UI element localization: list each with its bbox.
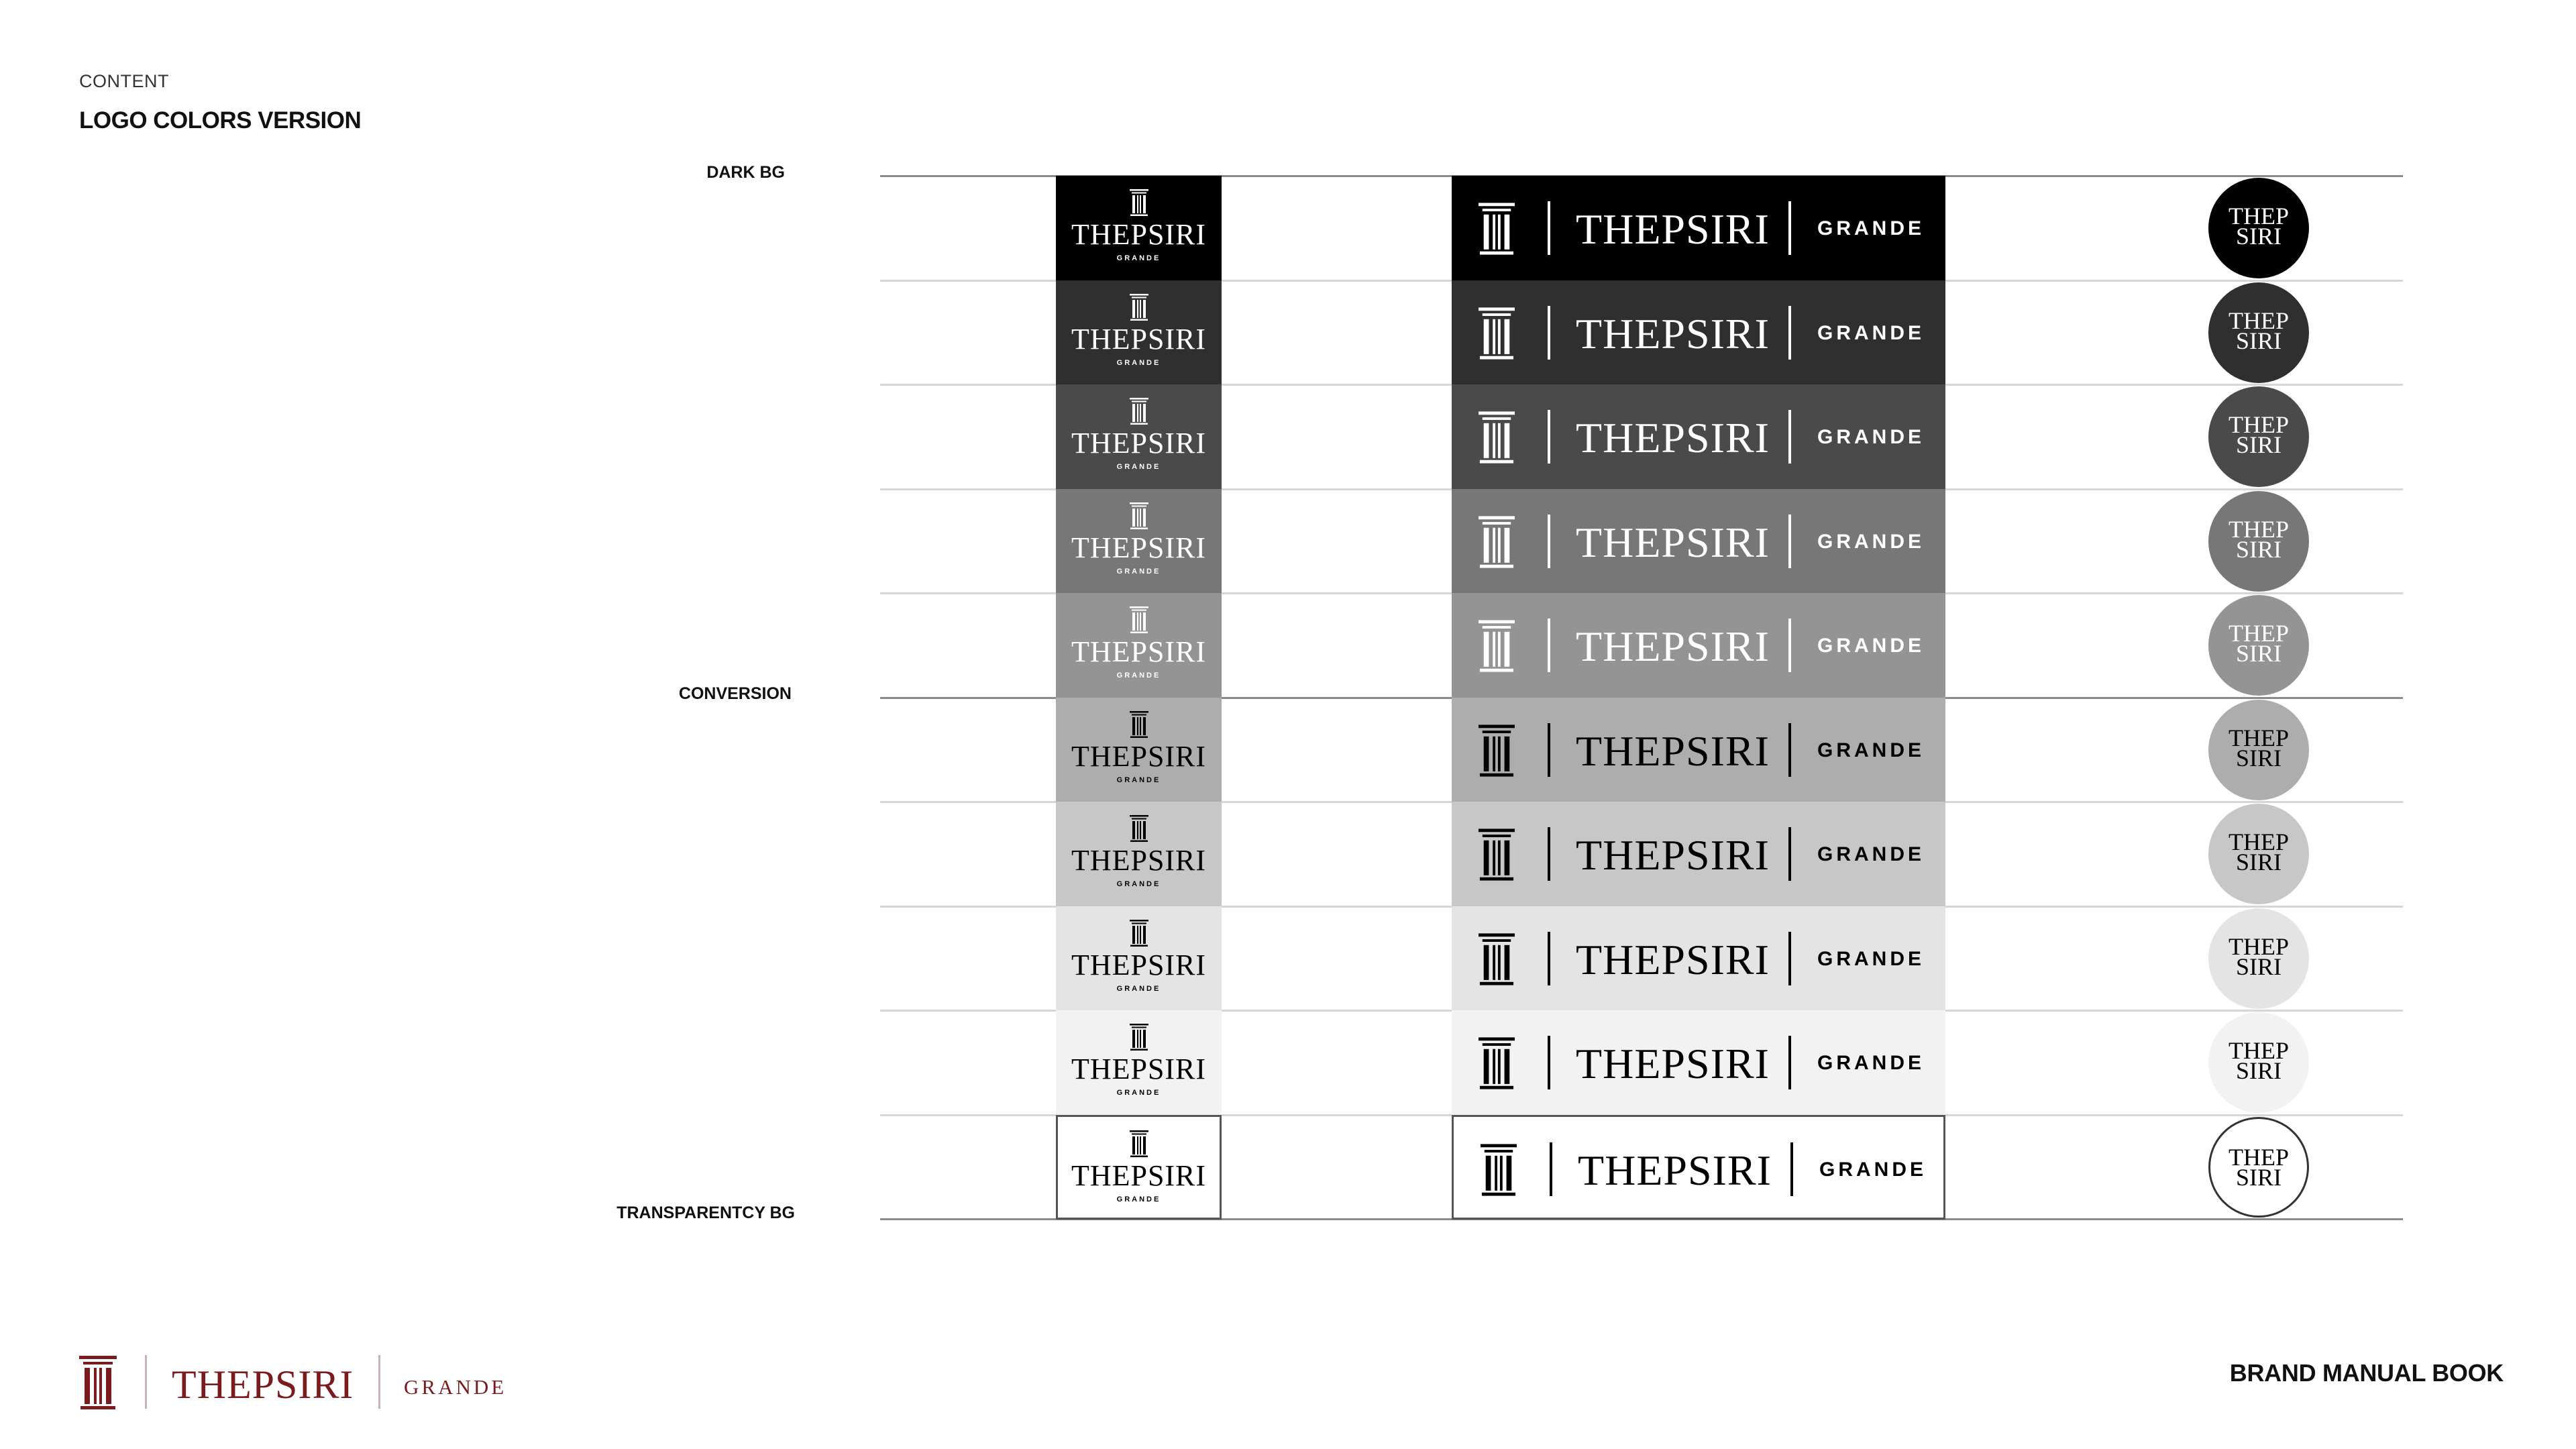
temple-icon	[1128, 815, 1150, 842]
temple-icon	[79, 1356, 117, 1409]
temple-icon	[1128, 1130, 1150, 1157]
brand-manual-title: BRAND MANUAL BOOK	[2229, 1359, 2504, 1387]
logo-divider	[1788, 410, 1791, 464]
logo-sub: GRANDE	[1817, 322, 1925, 344]
temple-icon	[1479, 203, 1515, 255]
logo-divider	[1550, 1142, 1552, 1196]
logo-circle	[2208, 595, 2309, 696]
temple-icon	[1479, 724, 1515, 777]
logo-circle	[2208, 178, 2309, 278]
logo-sub: GRANDE	[1116, 880, 1161, 888]
logo-circle	[2208, 1117, 2309, 1218]
footer-sub: GRANDE	[404, 1375, 507, 1399]
temple-icon	[1128, 502, 1150, 529]
logo-wordmark: THEPSIRI	[1576, 831, 1770, 879]
temple-icon	[1481, 1144, 1517, 1196]
logo-circle-line2: SIRI	[2235, 745, 2282, 771]
logo-circle	[2208, 282, 2309, 383]
logo-wordmark: THEPSIRI	[1071, 740, 1207, 773]
temple-icon	[1128, 398, 1150, 425]
logo-horizontal	[1452, 280, 1945, 385]
logo-wordmark: THEPSIRI	[1576, 310, 1770, 358]
footer-logo	[79, 1348, 535, 1415]
logo-horizontal	[1452, 906, 1945, 1011]
logo-divider	[1548, 1036, 1550, 1089]
logo-divider	[1788, 201, 1791, 255]
logo-horizontal	[1452, 1115, 1945, 1220]
logo-vertical	[1056, 802, 1222, 906]
logo-wordmark: THEPSIRI	[1071, 531, 1207, 564]
temple-icon	[1128, 189, 1150, 216]
logo-divider	[1790, 1142, 1793, 1196]
logo-horizontal	[1452, 384, 1945, 489]
temple-icon	[1479, 411, 1515, 464]
temple-icon	[1479, 620, 1515, 672]
footer-wordmark: THEPSIRI	[172, 1362, 354, 1407]
logo-vertical	[1056, 1010, 1222, 1115]
logo-vertical	[1056, 906, 1222, 1011]
logo-wordmark: THEPSIRI	[1576, 205, 1770, 253]
logo-wordmark: THEPSIRI	[1071, 323, 1207, 356]
section-label: CONTENT	[79, 71, 169, 91]
logo-circle-line2: SIRI	[2235, 640, 2282, 667]
temple-icon	[1128, 711, 1150, 738]
logo-wordmark: THEPSIRI	[1071, 427, 1207, 460]
footer-divider	[378, 1355, 380, 1409]
logo-sub: GRANDE	[1817, 426, 1925, 448]
logo-wordmark: THEPSIRI	[1576, 727, 1770, 775]
logo-wordmark: THEPSIRI	[1071, 218, 1207, 251]
row-label-conversion: CONVERSION	[678, 684, 792, 703]
logo-wordmark: THEPSIRI	[1576, 414, 1770, 462]
logo-sub: GRANDE	[1817, 948, 1925, 970]
logo-divider	[1548, 932, 1550, 985]
logo-wordmark: THEPSIRI	[1071, 1053, 1207, 1085]
logo-circle-line1: THEP	[2229, 516, 2289, 543]
logo-circle-line1: THEP	[2229, 828, 2289, 855]
logo-divider	[1548, 723, 1550, 777]
logo-sub: GRANDE	[1116, 776, 1161, 784]
temple-icon	[1479, 1037, 1515, 1089]
logo-circle-line2: SIRI	[2235, 1057, 2282, 1084]
logo-wordmark: THEPSIRI	[1071, 949, 1207, 981]
logo-divider	[1548, 306, 1550, 360]
logo-wordmark: THEPSIRI	[1071, 1159, 1207, 1192]
logo-wordmark: THEPSIRI	[1071, 844, 1207, 877]
logo-sub: GRANDE	[1817, 531, 1925, 553]
logo-circle-line1: THEP	[2229, 203, 2289, 229]
logo-circle-line2: SIRI	[2235, 849, 2282, 875]
logo-wordmark: THEPSIRI	[1576, 936, 1770, 983]
logo-sub: GRANDE	[1817, 843, 1925, 865]
page-title: LOGO COLORS VERSION	[79, 107, 362, 133]
logo-circle	[2208, 1012, 2309, 1113]
logo-wordmark: THEPSIRI	[1576, 519, 1770, 566]
logo-sub: GRANDE	[1817, 635, 1925, 657]
logo-circle-line2: SIRI	[2235, 431, 2282, 458]
logo-sub: GRANDE	[1116, 672, 1161, 680]
logo-horizontal	[1452, 1010, 1945, 1115]
logo-sub: GRANDE	[1817, 1052, 1925, 1074]
logo-divider	[1548, 410, 1550, 464]
logo-sub: GRANDE	[1116, 1089, 1161, 1097]
logo-circle-line2: SIRI	[2235, 327, 2282, 354]
logo-circle-line1: THEP	[2229, 411, 2289, 438]
logo-divider	[1548, 827, 1550, 881]
logo-divider	[1788, 723, 1791, 777]
row-label-dark-bg: DARK BG	[706, 163, 785, 182]
logo-wordmark: THEPSIRI	[1578, 1146, 1772, 1194]
temple-icon	[1128, 920, 1150, 947]
logo-divider	[1548, 619, 1550, 672]
logo-sub: GRANDE	[1819, 1159, 1927, 1181]
logo-horizontal	[1452, 698, 1945, 802]
logo-circle-line2: SIRI	[2235, 223, 2282, 250]
temple-icon	[1128, 1024, 1150, 1051]
logo-sub: GRANDE	[1116, 985, 1161, 993]
logo-circle-line2: SIRI	[2235, 953, 2282, 980]
logo-sub: GRANDE	[1817, 739, 1925, 761]
logo-circle-line1: THEP	[2229, 1144, 2289, 1171]
logo-vertical	[1056, 176, 1222, 280]
logo-circle	[2208, 491, 2309, 592]
logo-horizontal	[1452, 176, 1945, 280]
logo-circle	[2208, 908, 2309, 1009]
logo-circle-line1: THEP	[2229, 933, 2289, 960]
logo-circle-line2: SIRI	[2235, 1164, 2282, 1191]
logo-vertical	[1056, 1115, 1222, 1220]
logo-divider	[1548, 515, 1550, 568]
footer-divider	[145, 1355, 147, 1409]
logo-divider	[1548, 201, 1550, 255]
logo-circle-line1: THEP	[2229, 307, 2289, 334]
logo-horizontal	[1452, 802, 1945, 906]
logo-sub: GRANDE	[1116, 1195, 1161, 1203]
logo-circle	[2208, 700, 2309, 800]
temple-icon	[1128, 294, 1150, 321]
logo-circle	[2208, 386, 2309, 487]
logo-circle-line1: THEP	[2229, 724, 2289, 751]
logo-sub: GRANDE	[1817, 217, 1925, 239]
logo-wordmark: THEPSIRI	[1576, 1040, 1770, 1087]
logo-vertical	[1056, 384, 1222, 489]
logo-circle-line2: SIRI	[2235, 536, 2282, 563]
logo-vertical	[1056, 489, 1222, 594]
temple-icon	[1479, 933, 1515, 985]
temple-icon	[1479, 307, 1515, 360]
temple-icon	[1479, 828, 1515, 881]
logo-wordmark: THEPSIRI	[1071, 635, 1207, 668]
logo-sub: GRANDE	[1116, 463, 1161, 471]
logo-divider	[1788, 619, 1791, 672]
logo-horizontal	[1452, 593, 1945, 698]
logo-vertical	[1056, 280, 1222, 385]
logo-circle-line1: THEP	[2229, 620, 2289, 647]
temple-icon	[1479, 516, 1515, 568]
logo-divider	[1788, 515, 1791, 568]
temple-icon	[1128, 606, 1150, 633]
logo-vertical	[1056, 593, 1222, 698]
logo-divider	[1788, 932, 1791, 985]
logo-sub: GRANDE	[1116, 254, 1161, 262]
row-label-transparency-bg: TRANSPARENTCY BG	[616, 1203, 795, 1222]
logo-circle-line1: THEP	[2229, 1037, 2289, 1064]
logo-vertical	[1056, 698, 1222, 802]
logo-sub: GRANDE	[1116, 568, 1161, 576]
logo-sub: GRANDE	[1116, 359, 1161, 367]
logo-wordmark: THEPSIRI	[1576, 623, 1770, 670]
logo-circle	[2208, 804, 2309, 904]
logo-divider	[1788, 306, 1791, 360]
logo-horizontal	[1452, 489, 1945, 594]
logo-divider	[1788, 827, 1791, 881]
logo-divider	[1788, 1036, 1791, 1089]
